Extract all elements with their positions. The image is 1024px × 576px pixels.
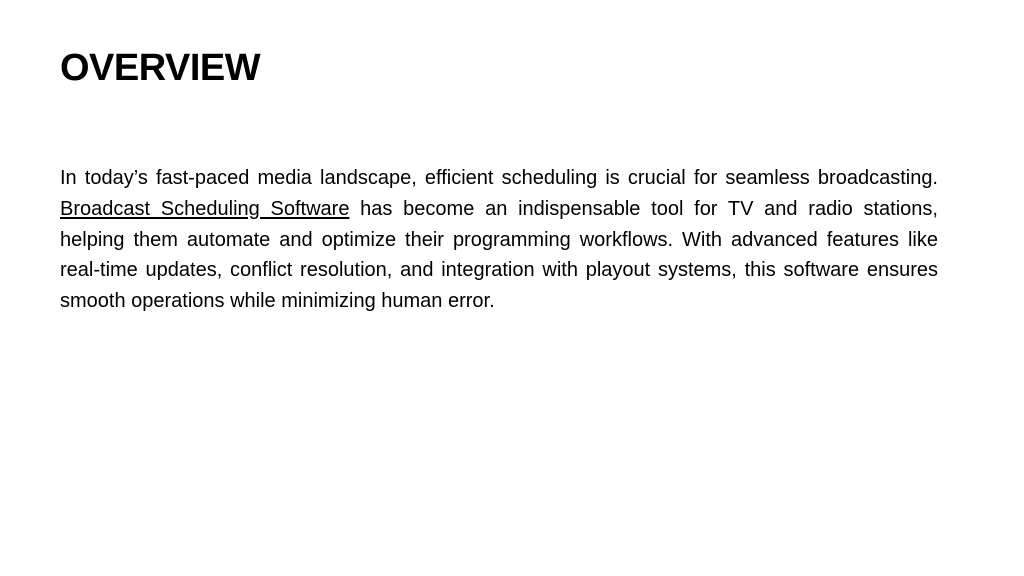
paragraph-text-before-link: In today’s fast-paced media landscape, efficient scheduling is crucial for seamless broadcasting. bbox=[60, 167, 938, 189]
paragraph-text-after-link: has become an indispensable tool for TV and radio stations, helping them automate and optimize their programming workflows. With advanced features like real-time updates, conflict resolution, and integration with playout systems, this software ensures smooth operations while minimizing human error. bbox=[60, 197, 938, 313]
broadcast-scheduling-software-link[interactable]: Broadcast Scheduling Software bbox=[60, 197, 350, 220]
page-title: OVERVIEW bbox=[60, 47, 261, 89]
overview-paragraph bbox=[60, 163, 938, 317]
